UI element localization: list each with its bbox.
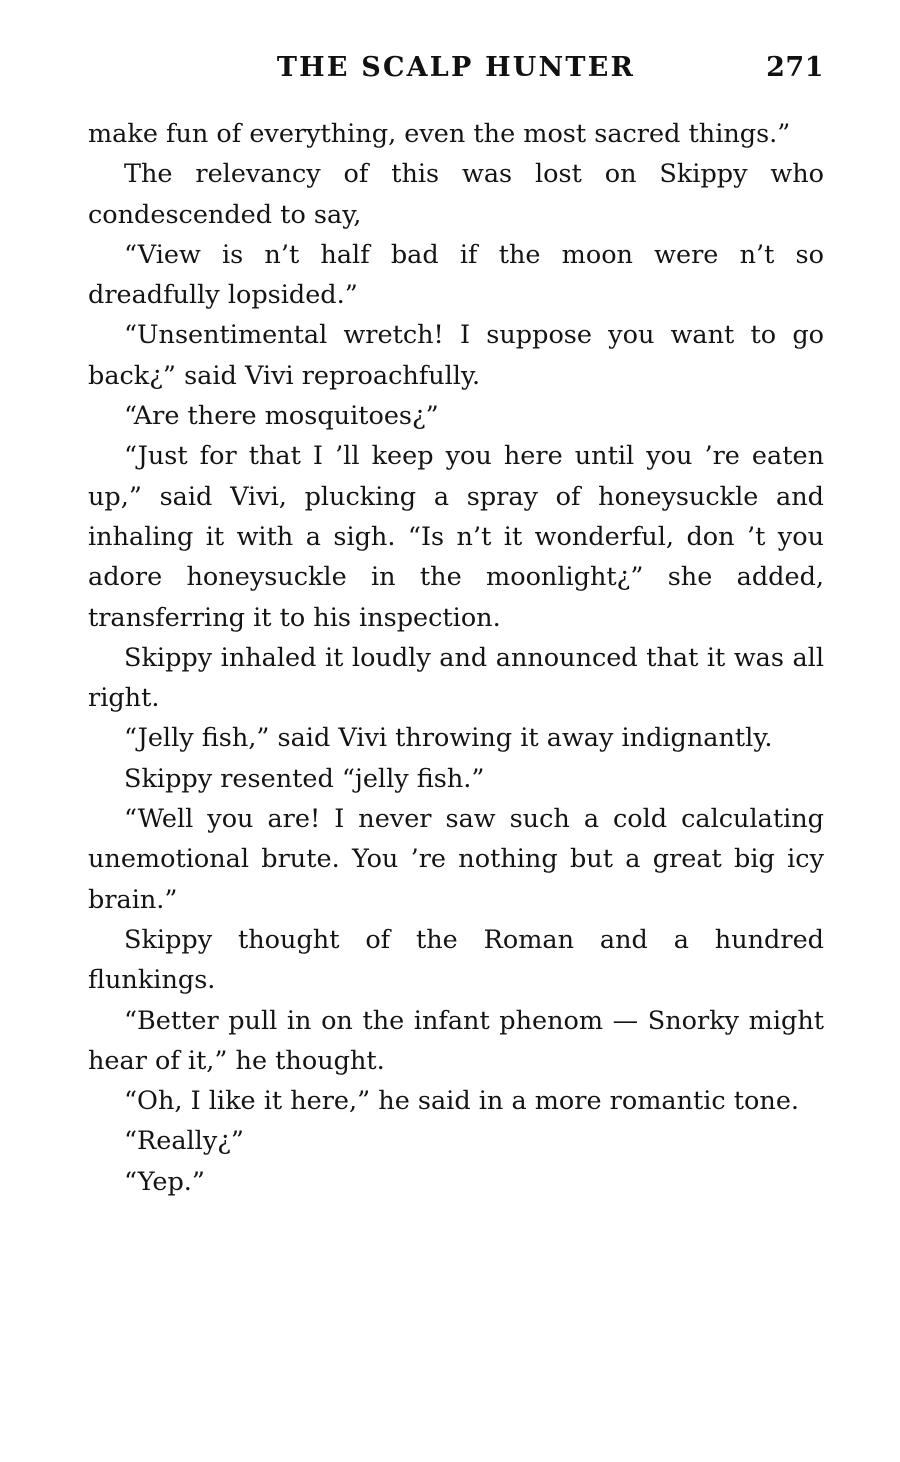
paragraph: make fun of everything, even the most sacred things.” xyxy=(88,119,791,149)
paragraph: “Yep.” xyxy=(124,1166,205,1197)
paragraph: The relevancy of this was lost on Skippy who condescended to say, xyxy=(88,159,824,230)
paragraph: “Oh, I like it here,” he said in a more romantic tone. xyxy=(124,1086,800,1117)
page-header xyxy=(88,52,824,83)
paragraph: “Unsentimental wretch! I suppose you want to go back¿” said Vivi reproachfully. xyxy=(88,320,824,391)
paragraph: “Really¿” xyxy=(124,1126,244,1157)
paragraph: “Jelly fish,” said Vivi throwing it away indignantly. xyxy=(124,723,773,754)
paragraph: Skippy resented “jelly fish.” xyxy=(124,763,485,794)
body-text xyxy=(88,114,824,1202)
paragraph: Skippy thought of the Roman and a hundred flunkings. xyxy=(88,924,824,996)
paragraph: “Well you are! I never saw such a cold calculating unemotional brute. You ’re nothing but a great big icy brain.” xyxy=(88,804,824,915)
paragraph: “Are there mosquitoes¿” xyxy=(124,401,439,432)
paragraph: “Just for that I ’ll keep you here until you ’re eaten up,” said Vivi, plucking a spray of honeysuckle and inhaling it with a sigh. “Is n’t it wonderful, don ’t you adore honeysuckle in the moonlight¿” she added, transferring it to his inspection. xyxy=(88,441,824,633)
page-number: 271 xyxy=(766,52,824,83)
paragraph: “Better pull in on the infant phenom — Snorky might hear of it,” he thought. xyxy=(88,1005,824,1076)
paragraph: “View is n’t half bad if the moon were n’t so dreadfully lopsided.” xyxy=(88,239,824,311)
paragraph: Skippy inhaled it loudly and announced that it was all right. xyxy=(88,642,824,714)
running-title: THE SCALP HUNTER xyxy=(276,52,636,83)
